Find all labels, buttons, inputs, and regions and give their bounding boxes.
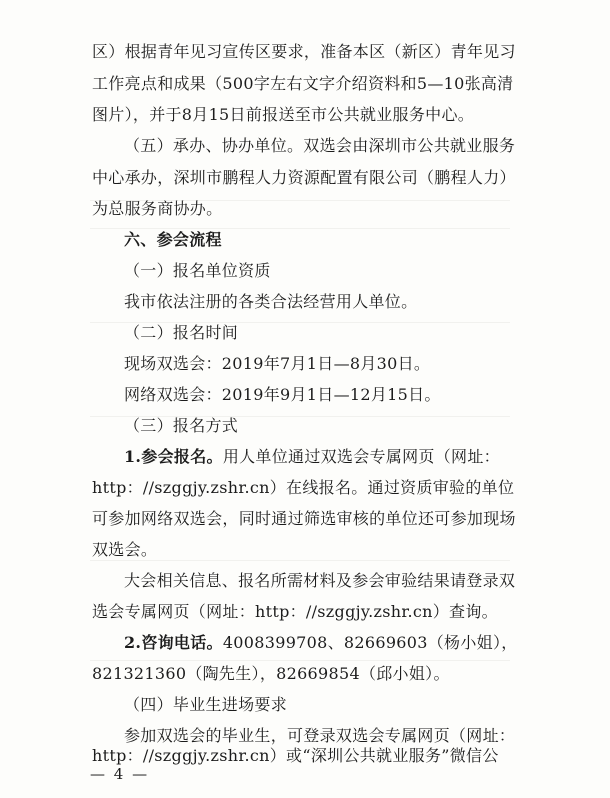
paragraph-line: http：//szggjy.zshr.cn）或“深圳公共就业服务”微信公 [92,746,499,765]
subsection-heading: （三）报名方式 [124,416,239,435]
paragraph-line: 图片），并于8月15日前报送至市公共就业服务中心。 [92,105,475,124]
paragraph-line: 双选会。 [92,540,158,559]
paragraph-line [124,445,500,469]
section-heading: 六、参会流程 [124,230,222,249]
show-through-line [90,660,510,661]
paragraph-line: 现场双选会：2019年7月1日—8月30日。 [124,354,431,373]
subsection-heading: （二）报名时间 [124,323,239,342]
paragraph-line: 参加双选会的毕业生，可登录双选会专属网页（网址： [124,726,516,745]
paragraph-line: http：//szggjy.zshr.cn）在线报名。通过资质审验的单位 [92,478,515,497]
item-lead: 1.参会报名。 [124,447,223,466]
paragraph-line: 中心承办，深圳市鹏程人力资源配置有限公司（鹏程人力） [92,168,516,187]
paragraph-line: 821321360（陶先生），82669854（邱小姐）。 [92,664,450,683]
paragraph-line: 区）根据青年见习宣传区要求，准备本区（新区）青年见习 [92,42,516,61]
page-number: — 4 — [90,765,150,783]
paragraph-line: 我市依法注册的各类合法经营用人单位。 [124,292,418,311]
subsection-heading: （四）毕业生进场要求 [124,695,288,714]
paragraph-line: 选会专属网页（网址：http：//szggjy.zshr.cn）查询。 [92,602,498,621]
paragraph-line: （五）承办、协办单位。双选会由深圳市公共就业服务 [124,136,516,155]
paragraph-line: 网络双选会：2019年9月1日—12月15日。 [124,385,441,404]
paragraph-line [124,631,518,655]
item-text: 用人单位通过双选会专属网页（网址： [222,447,500,466]
paragraph-line: 大会相关信息、报名所需材料及参会审验结果请登录双 [124,571,516,590]
paragraph-line: 为总服务商协办。 [92,199,223,218]
item-text: 4008399708、82669603（杨小姐）， [222,633,518,652]
paragraph-line: 工作亮点和成果（500字左右文字介绍资料和5—10张高清 [92,74,514,93]
paragraph-line: 可参加网络双选会，同时通过筛选审核的单位还可参加现场 [92,509,516,528]
item-lead: 2.咨询电话。 [124,633,223,652]
subsection-heading: （一）报名单位资质 [124,261,271,280]
